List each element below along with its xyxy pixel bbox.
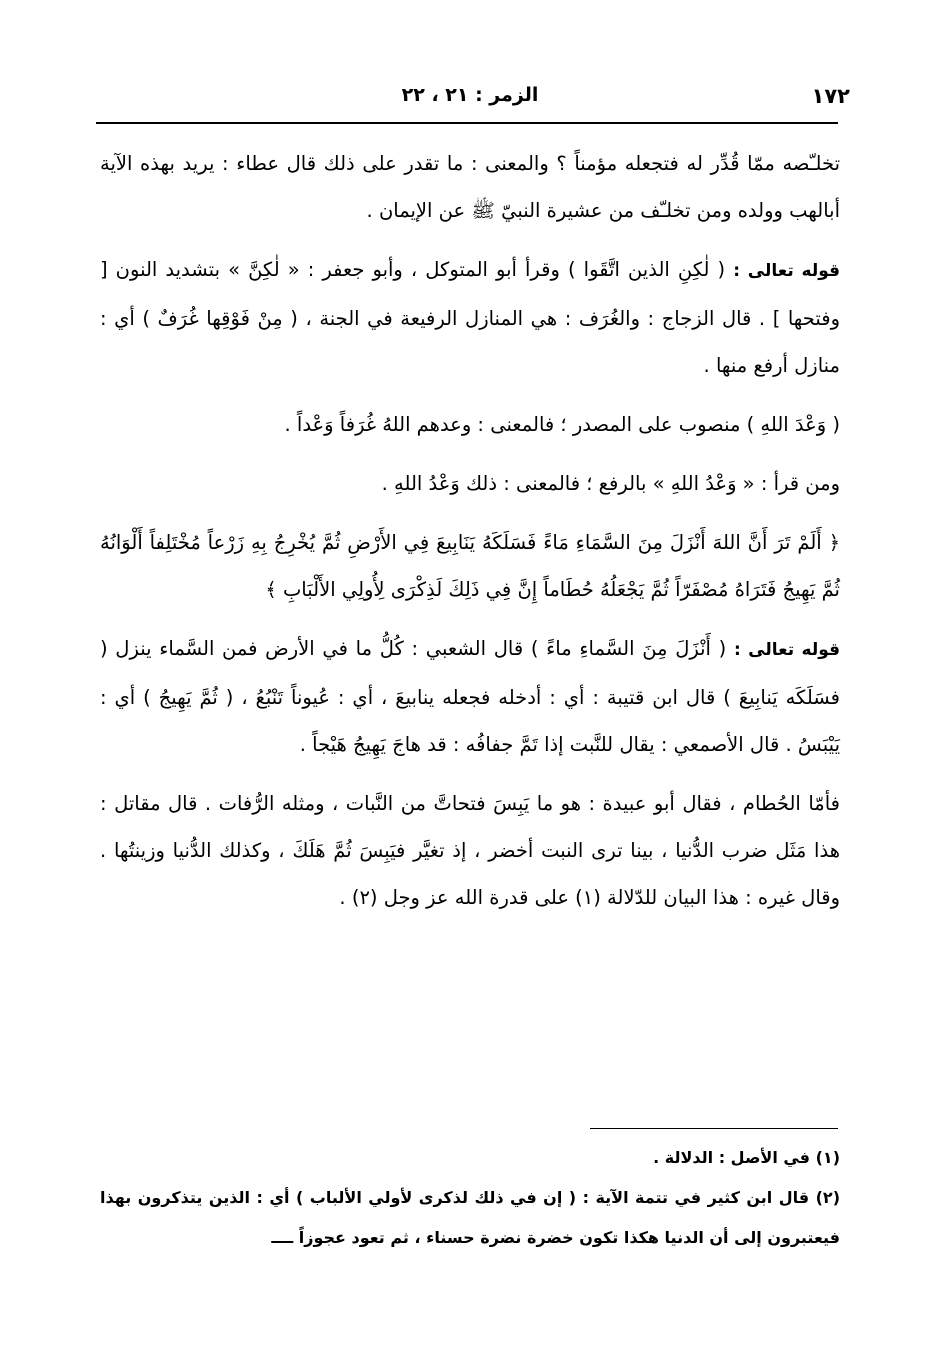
paragraph-1: تخلـّصه ممّا قُدِّر له فتجعله مؤمناً ؟ والمعنى : ما تقدر على ذلك قال عطاء : يريد بهذه الآية أبالهب وولده ومن تخلـّف من عشيرة النبيّ ﷺ عن الإيمان . xyxy=(100,152,840,222)
footnote-1: (١) في الأصل : الدلالة . xyxy=(653,1148,840,1167)
sura-reference: الزمر : ٢١ ، ٢٢ xyxy=(401,84,539,106)
paragraph-5-text: ( أَنْزَلَ مِنَ السَّماءِ ماءً ) قال الشعبي : كُلُّ ما في الأرض فمن السَّماء ينزل ( فسَلَكَه يَنابِيعَ ) قال ابن قتيبة : أي : أدخله فجعله ينابيعَ ، أي : عُيوناً تَنْبُعُ ، ( ثُمَّ يَهِيجُ ) أي : يَيْبَسُ . قال الأصمعي : يقال للنَّبت إذا تَمَّ جفافُه : قد هاجَ يَهِيجُ هَيْجاً . xyxy=(100,637,840,756)
paragraph-3: ( وَعْدَ اللهِ ) منصوب على المصدر ؛ فالمعنى : وعدهم اللهُ غُرَفاً وَعْداً . xyxy=(284,413,840,436)
header-rule xyxy=(96,122,838,124)
footnote-rule xyxy=(590,1128,838,1129)
paragraph-2-text: ( لٰكِنِ الذين اتَّقَوا ) وقرأ أبو المتوكل ، وأبو جعفر : « لٰكِنَّ » بتشديد النون [ وفتحها ] . قال الزجاج : والغُرَف : هي المنازل الرفيعة في الجنة ، ( مِنْ فَوْقِها غُرَفٌ ) أي : منازل أرفع منها . xyxy=(100,258,840,377)
page-header xyxy=(90,84,850,118)
main-text xyxy=(100,140,840,921)
paragraph-6: فأمّا الحُطام ، فقال أبو عبيدة : هو ما يَبِسَ فتحاتَّ من النَّبات ، ومثله الرُّفات . قال مقاتل : هذا مَثَل ضرب الدُّنيا ، بينا ترى النبت أخضر ، إذ تغيَّر فيَبِسَ ثُمَّ هَلَكَ ، وكذلك الدُّنيا وزينتُها . وقال غيره : هذا البيان للدّلالة (١) على قدرة الله عز وجل (٢) . xyxy=(100,792,840,909)
quran-verse: ﴿ أَلَمْ تَرَ أَنَّ اللهَ أَنْزَلَ مِنَ السَّمَاءِ مَاءً فَسَلَكَهُ يَنَابِيعَ فِي الأَرْضِ ثُمَّ يُخْرِجُ بِهِ زَرْعاً مُخْتَلِفاً أَلْوَانُهُ ثُمَّ يَهِيجُ فَتَرَاهُ مُصْفَرّاً ثُمَّ يَجْعَلُهُ حُطَاماً إِنَّ فِي ذَلِكَ لَذِكْرَى لِأُولِي الأَلْبَابِ ﴾ xyxy=(100,531,840,601)
paragraph-2-lead: قوله تعالى : xyxy=(733,261,840,281)
paragraph-4: ومن قرأ : « وَعْدُ اللهِ » بالرفع ؛ فالمعنى : ذلك وَعْدُ اللهِ . xyxy=(381,472,840,495)
footnote-2: (٢) قال ابن كثير في تتمة الآية : ( إن في ذلك لذكرى لأولي الألباب ) أي : الذين يتذكرون بهذا فيعتبرون إلى أن الدنيا هكذا تكون خضرة نضرة حسناء ، ثم تعود عجوزاً ــــ xyxy=(100,1188,840,1247)
paragraph-5 xyxy=(100,625,840,768)
page-number: ١٧٢ xyxy=(811,84,850,108)
paragraph-5-lead: قوله تعالى : xyxy=(733,640,840,660)
paragraph-2 xyxy=(100,246,840,389)
footnotes xyxy=(100,1138,840,1258)
